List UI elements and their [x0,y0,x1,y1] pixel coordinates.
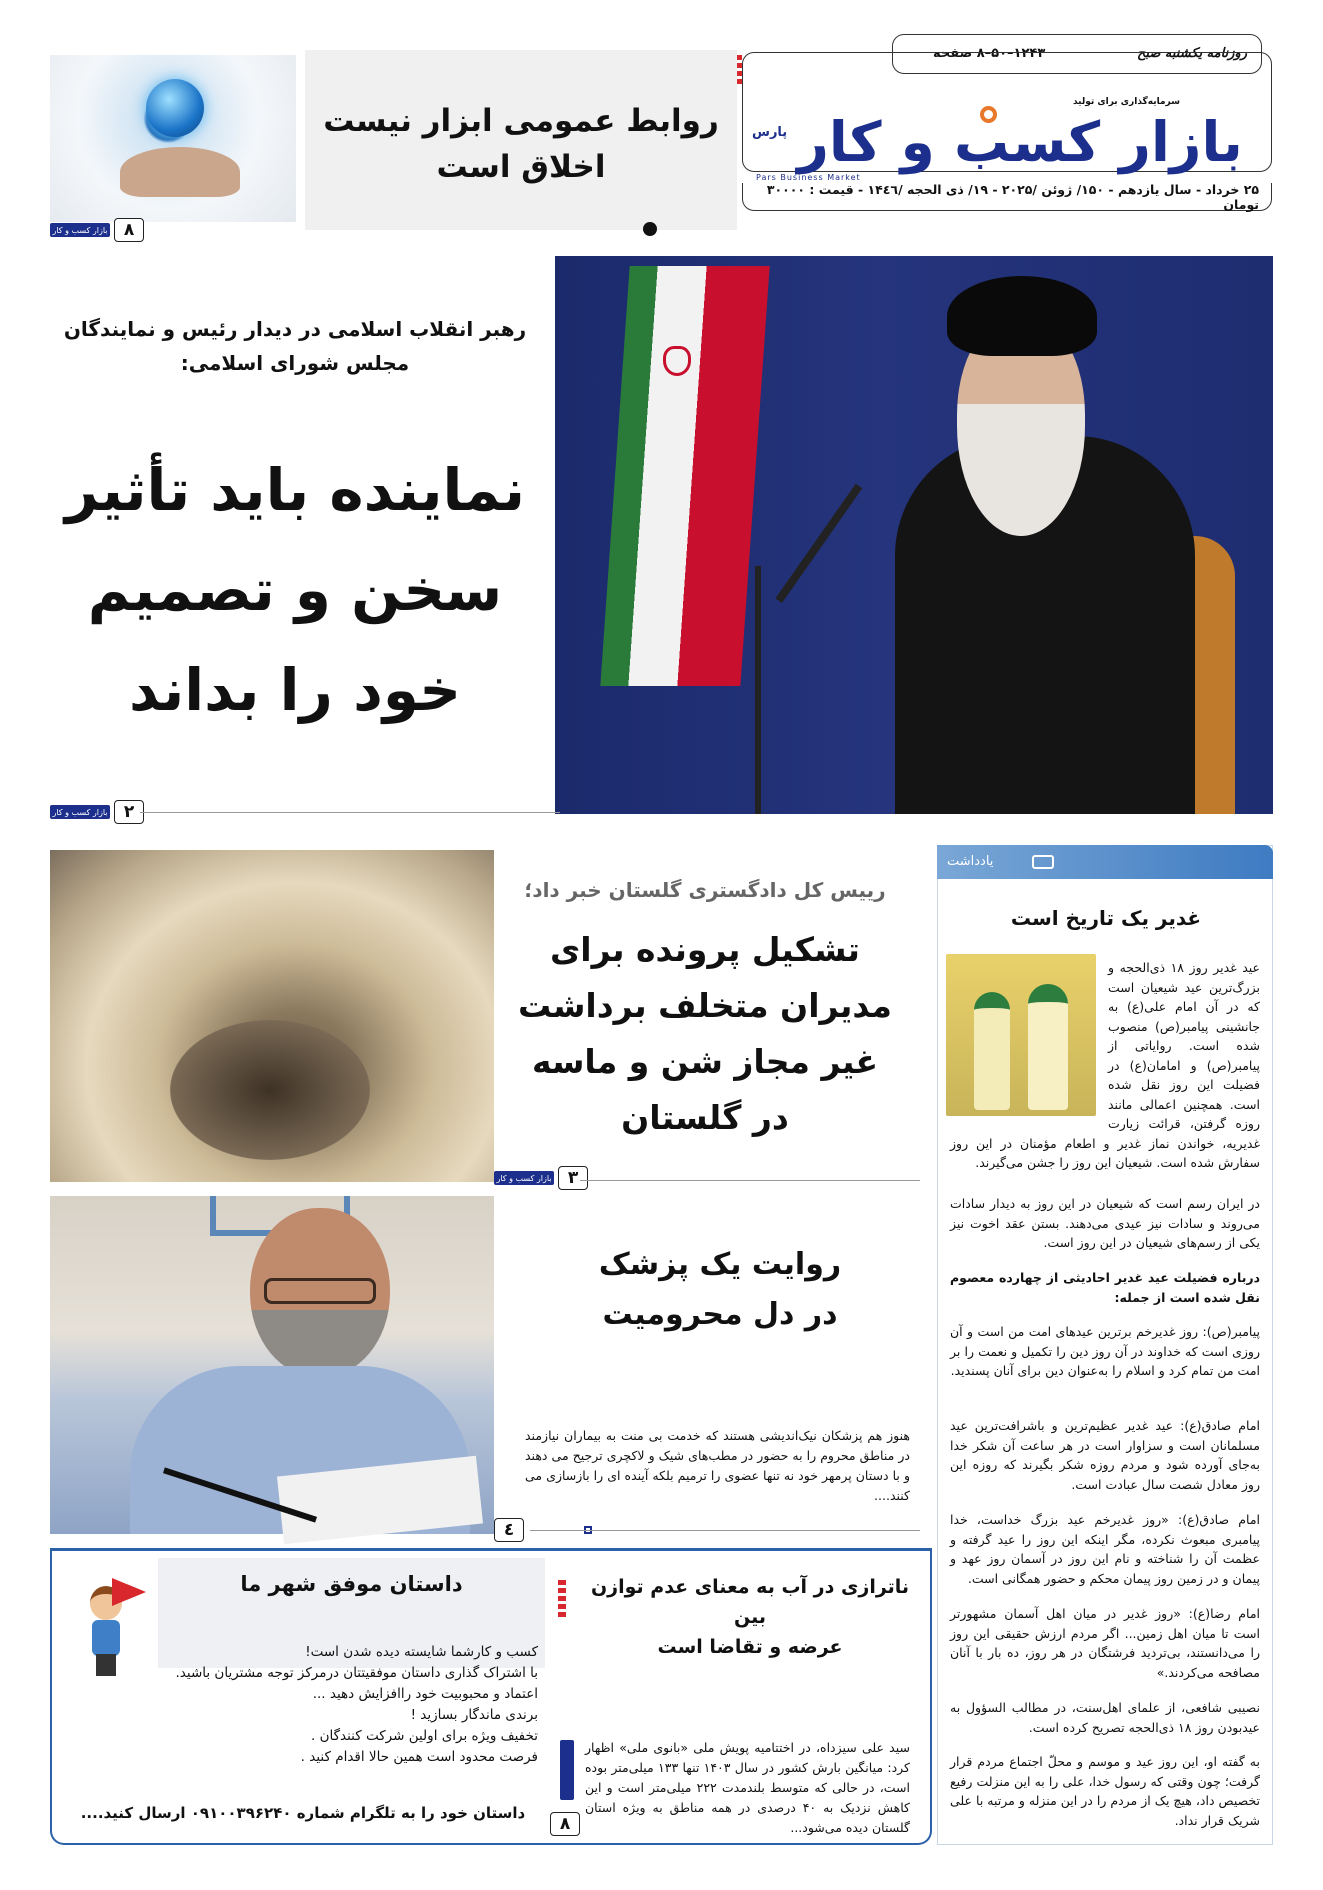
quarry-photo [50,850,494,1182]
teaser-page-ref[interactable] [50,218,144,242]
column-paragraph-1 [950,958,1260,1188]
ad-line-2: با اشتراک گذاری داستان موفقیتتان درمرکز توجه مشتریان باشید. [175,1665,538,1681]
column-paragraph-6: امام صادق(ع): «روز غدیرخم عید بزرگ خداست، خدا پیامبری مبعوث نکرده، مگر اینکه این روز را عید گرفته و عظمت آن را شناخته و نام این روز در آسمان روز عهد و پیمان و در زمین روز پیمان محکم و حضور همگانی است. [950,1512,1260,1586]
gravel-line-1: تشکیل پرونده برای [550,930,860,969]
teaser-line-1: روابط عمومی ابزار نیست [323,103,719,139]
iran-flag [600,266,769,686]
mini-logo: بازار کسب و کار [494,1171,554,1185]
ad-box[interactable] [58,1556,545,1840]
water-headline[interactable] [585,1572,915,1662]
doctor-headline[interactable] [520,1240,920,1340]
flag-emblem-icon [663,346,691,376]
lead-kicker [50,312,540,380]
page-number-badge: ۳ [558,1166,588,1190]
doctor-photo [50,1196,494,1534]
doctor-page-ref[interactable] [494,1518,524,1542]
gravel-line-2: مدیران متخلف برداشت [518,986,892,1025]
page-number-badge: ۲ [114,800,144,824]
top-teaser[interactable] [305,50,737,230]
lead-divider [140,812,560,813]
masthead-latin: Pars Business Market [756,173,861,182]
turban [947,276,1097,356]
column-tab-label: یادداشت [947,854,994,869]
column-paragraph-4: پیامبر(ص): روز غدیرخم برترین عیدهای امت من است و آن روزی است که خداوند در آن روز دین را تکمیل و نعمت را بر امت من تمام کرد و اسلام را به‌عنوان دین برای آنان پسندید. [950,1324,1260,1378]
water-red-bars [558,1580,566,1617]
paper-type: روزنامه یکشنبه صبح [1137,46,1247,61]
logo-wordmark: بازار کسب و کار [797,109,1243,174]
microphone [775,484,862,603]
book-icon [1032,855,1054,869]
column-title: غدیر یک تاریخ است [1010,906,1202,930]
column-paragraph-8: نصیبی شافعی، از علمای اهل‌سنت، در مطالب السؤول به عیدبودن روز ۱۸ ذی‌الحجه تصریح کرده است. [950,1700,1260,1735]
water-title-line-1: ناترازی در آب به معنای عدم توازن بین [590,1576,910,1628]
masthead-logo [752,108,1258,176]
gravel-headline[interactable] [505,922,905,1146]
logo-pars: پارس [752,124,788,140]
column-paragraph-7: امام رضا(ع): «روز غدیر در میان اهل آسمان مشهورتر است تا میان اهل زمین... اگر مردم ارزش حقیقی این روز را می‌دانستند، بی‌تردید فرشتگان در هر روز، ده بار با آنان مصافحه می‌کردند.» [950,1606,1260,1680]
masthead-tagline: سرمایه‌گذاری برای تولید [1072,97,1180,107]
lead-photo [555,256,1273,814]
column-paragraph-3: درباره فضیلت عید غدیر احادیثی از چهارده معصوم نقل شده است از جمله: [950,1270,1260,1305]
masthead-dateline [742,183,1272,211]
mini-logo: بازار کسب و کار [50,805,110,819]
column-box [937,845,1273,1845]
teaser-headline [305,98,737,190]
gravel-page-ref[interactable] [494,1166,588,1190]
masthead [742,30,1272,215]
lead-headline[interactable] [40,440,550,740]
dateline-text: ۲۵ خرداد - سال یازدهم - ۱۵۰/ ژوئن /۲۰۲۵ - ۱۹/ ذی الحجه /۱۴٤٦ - قیمت : ۳۰۰۰۰ تومان [766,181,1259,212]
column-paragraph-9: به گفته او، این روز عید و موسم و محلّ اجتماع مردم قرار گرفت؛ چون وقتی که رسول خدا، علی را به این منزلت رفیع تخصیص داد، هیچ یک از مردم را در این منزله و مرتبه با علی شریک قرار نداد. [950,1754,1260,1828]
lead-kicker-line-2: مجلس شورای اسلامی: [180,351,410,375]
water-side-logo [560,1740,574,1800]
quarry-pit [170,1020,370,1160]
page-number-badge: ٤ [494,1518,524,1542]
doctor-title-line-1: روایت یک پزشک [598,1247,842,1282]
page-number-badge: ۸ [550,1812,580,1836]
mic-stand [755,566,761,814]
hand-icon [120,147,240,197]
mascot-legs [96,1654,116,1676]
mascot-megaphone-icon [68,1568,160,1680]
mini-logo: بازار کسب و کار [50,223,110,237]
ad-line-4: برندی ماندگار بسازید ! [410,1707,538,1723]
gravel-divider [580,1180,920,1181]
column-paragraph-2: در ایران رسم است که شیعیان در این روز به دیدار سادات می‌روند و سادات نیز عیدی می‌دهند. بستن عقد اخوت نیز یکی از رسم‌های شیعیان در این روز است. [950,1196,1260,1250]
ad-title: داستان موفق شهر ما [240,1572,463,1596]
ad-line-3: اعتماد و محبوبیت خود راافزایش دهید ... [312,1686,538,1702]
gravel-line-3: غیر مجاز شن و ماسه [531,1042,879,1081]
lead-headline-line-3: خود را بداند [128,656,462,724]
lead-headline-line-1: نماینده باید تأثیر [65,456,525,524]
water-page-ref[interactable] [550,1812,580,1836]
network-globe-photo [50,55,296,222]
page-number-badge: ۸ [114,218,144,242]
megaphone [112,1578,146,1606]
column-tab [937,845,1273,879]
lead-page-ref[interactable] [50,800,144,824]
water-title-line-2: عرضه و تقاضا است [657,1636,843,1658]
doctor-lead-text: هنوز هم پزشکان نیک‌اندیشی هستند که خدمت بی منت به بیماران نیازمند در مناطق محروم را به حضور در مطب‌های شیک و لاکچری ترجیح می دهند و با دستان پرمهر خود نه تنها عضوی را ترمیم بلکه آینده ای را بازسازی می کنند.... [525,1428,910,1503]
globe-icon [146,79,204,137]
issue-number: ۱۲۴۳–۵۰–۸ صفحه [933,46,1046,61]
ad-line-6: فرصت محدود است همین حالا اقدام کنید . [300,1749,538,1765]
ad-line-1: کسب و کارشما شایسته دیده شدن است! [305,1644,538,1660]
mascot-body [92,1620,120,1656]
ad-cta[interactable]: داستان خود را به تلگرام شماره ۰۹۱۰۰۳۹۶۲۴۰ ارسال کنید.... [80,1804,526,1822]
teaser-arrow-icon [643,222,657,236]
lead-headline-line-2: سخن و تصمیم [87,556,503,624]
gravel-kicker: رییس کل دادگستری گلستان خبر داد؛ [524,878,886,902]
logo-orange-dot [980,106,997,123]
ad-lines [158,1642,538,1768]
water-body: سید علی سیزداه، در اختتامیه پویش ملی «بانوی ملی» اظهار کرد: میانگین بارش کشور در سال ۱۴۰۳ تنها ۱۳۳ میلی‌متر بوده است، در حالی که متوسط بلندمدت ۲۲۲ میلی‌متر است و این کاهش نزدیک به ۴۰ درصدی در همه مناطق به ویژه استان گلستان دیده می‌شود... [585,1740,911,1835]
column-p1-text: عید غدیر روز ۱۸ ذی‌الحجه و بزرگ‌ترین عید شیعیان است که در آن امام علی(ع) به جانشینی پیامبر(ص) منصوب شده است. روایاتی از پیامبر(ص) و امامان(ع) در فضیلت این روز نقل شده است. همچنین اعمالی مانند روزه گرفتن، قرائت زیارت غدیریه، خواندن نماز غدیر و اطعام مؤمنان در این روز سفارش شده است. شیعیان این روز را جشن می‌گیرند. [950,960,1260,1170]
column-paragraph-5: امام صادق(ع): عید غدیر عظیم‌ترین و باشرافت‌ترین عید مسلمانان است و سزاوار است در هر ساعت آن شکر خدا به‌جای آورده شود و مردم روزه شکر بگیرند که روزه این روز معادل شصت سال عبادت است. [950,1418,1260,1492]
doctor-glasses [264,1278,376,1304]
teaser-line-2: اخلاق است [436,149,606,185]
ad-line-5: تخفیف ویژه برای اولین شرکت کنندگان . [310,1728,538,1744]
doctor-divider [530,1530,920,1531]
gravel-line-4: در گلستان [621,1098,789,1137]
doctor-title-line-2: در دل محرومیت [602,1297,838,1332]
lead-kicker-line-1: رهبر انقلاب اسلامی در دیدار رئیس و نمایندگان [63,317,527,341]
